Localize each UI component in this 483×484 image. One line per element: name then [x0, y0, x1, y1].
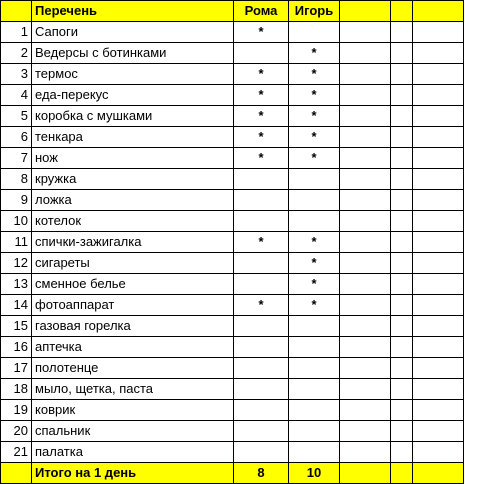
total-empty-cell[interactable] — [391, 463, 413, 484]
empty-cell[interactable] — [413, 232, 464, 253]
table-row — [1, 316, 464, 337]
empty-cell[interactable] — [391, 22, 413, 43]
empty-cell[interactable] — [413, 85, 464, 106]
person2-mark-cell[interactable] — [289, 169, 340, 190]
empty-cell[interactable] — [340, 316, 391, 337]
empty-cell[interactable] — [340, 106, 391, 127]
empty-cell[interactable] — [391, 358, 413, 379]
item-name-cell[interactable]: нож — [32, 148, 234, 169]
item-name-cell[interactable]: сменное белье — [32, 274, 234, 295]
person1-mark-cell[interactable] — [234, 274, 289, 295]
empty-cell[interactable] — [413, 442, 464, 463]
person1-mark-cell[interactable]: * — [234, 64, 289, 85]
empty-cell[interactable] — [391, 106, 413, 127]
empty-cell[interactable] — [391, 211, 413, 232]
person2-mark-cell[interactable] — [289, 337, 340, 358]
person1-mark-cell[interactable] — [234, 316, 289, 337]
item-name-cell[interactable]: коробка с мушками — [32, 106, 234, 127]
empty-cell[interactable] — [391, 316, 413, 337]
empty-cell[interactable] — [340, 421, 391, 442]
empty-cell[interactable] — [413, 43, 464, 64]
empty-cell[interactable] — [340, 127, 391, 148]
table-row — [1, 442, 464, 463]
row-number-cell[interactable]: 13 — [1, 274, 32, 295]
empty-cell[interactable] — [340, 211, 391, 232]
person1-mark-cell[interactable]: * — [234, 106, 289, 127]
item-name-cell[interactable]: Сапоги — [32, 22, 234, 43]
person2-mark-cell[interactable] — [289, 190, 340, 211]
row-number-cell[interactable]: 21 — [1, 442, 32, 463]
person2-mark-cell[interactable]: * — [289, 253, 340, 274]
row-number-cell[interactable]: 7 — [1, 148, 32, 169]
empty-cell[interactable] — [340, 64, 391, 85]
header-cell-person2[interactable]: Игорь — [289, 1, 340, 22]
item-name-cell[interactable]: тенкара — [32, 127, 234, 148]
empty-cell[interactable] — [413, 400, 464, 421]
person2-mark-cell[interactable]: * — [289, 85, 340, 106]
person1-mark-cell[interactable] — [234, 442, 289, 463]
item-name-cell[interactable]: котелок — [32, 211, 234, 232]
empty-cell[interactable] — [413, 295, 464, 316]
empty-cell[interactable] — [340, 85, 391, 106]
table-row — [1, 148, 464, 169]
empty-cell[interactable] — [340, 358, 391, 379]
empty-cell[interactable] — [391, 295, 413, 316]
item-name-cell[interactable]: спички-зажигалка — [32, 232, 234, 253]
total-number-cell[interactable] — [1, 463, 32, 484]
total-empty-cell[interactable] — [413, 463, 464, 484]
person1-mark-cell[interactable]: * — [234, 295, 289, 316]
header-cell-list[interactable]: Перечень — [32, 1, 234, 22]
item-name-cell[interactable]: палатка — [32, 442, 234, 463]
person2-mark-cell[interactable] — [289, 211, 340, 232]
item-name-cell[interactable]: спальник — [32, 421, 234, 442]
empty-cell[interactable] — [340, 43, 391, 64]
empty-cell[interactable] — [413, 421, 464, 442]
empty-cell[interactable] — [413, 22, 464, 43]
person2-mark-cell[interactable] — [289, 358, 340, 379]
person2-mark-cell[interactable] — [289, 316, 340, 337]
empty-cell[interactable] — [340, 295, 391, 316]
table-row — [1, 211, 464, 232]
empty-cell[interactable] — [391, 169, 413, 190]
person1-mark-cell[interactable]: * — [234, 127, 289, 148]
empty-cell[interactable] — [391, 337, 413, 358]
table-row — [1, 400, 464, 421]
empty-cell[interactable] — [413, 316, 464, 337]
row-number-cell[interactable]: 17 — [1, 358, 32, 379]
person2-mark-cell[interactable]: * — [289, 148, 340, 169]
empty-cell[interactable] — [413, 127, 464, 148]
empty-cell[interactable] — [391, 64, 413, 85]
person1-mark-cell[interactable] — [234, 253, 289, 274]
item-name-cell[interactable]: термос — [32, 64, 234, 85]
empty-cell[interactable] — [413, 358, 464, 379]
total-person2-cell[interactable]: 10 — [289, 463, 340, 484]
empty-cell[interactable] — [413, 106, 464, 127]
header-cell-number[interactable] — [1, 1, 32, 22]
table-row — [1, 64, 464, 85]
item-name-cell[interactable]: аптечка — [32, 337, 234, 358]
row-number-cell[interactable]: 2 — [1, 43, 32, 64]
row-number-cell[interactable]: 20 — [1, 421, 32, 442]
person1-mark-cell[interactable]: * — [234, 232, 289, 253]
table-body — [1, 1, 464, 484]
person1-mark-cell[interactable] — [234, 169, 289, 190]
table-row — [1, 22, 464, 43]
row-number-cell[interactable]: 12 — [1, 253, 32, 274]
table-row — [1, 190, 464, 211]
empty-cell[interactable] — [413, 274, 464, 295]
table-row — [1, 337, 464, 358]
item-name-cell[interactable]: газовая горелка — [32, 316, 234, 337]
person1-mark-cell[interactable]: * — [234, 22, 289, 43]
table-row — [1, 358, 464, 379]
row-number-cell[interactable]: 9 — [1, 190, 32, 211]
person1-mark-cell[interactable] — [234, 190, 289, 211]
total-person1-cell[interactable]: 8 — [234, 463, 289, 484]
empty-cell[interactable] — [340, 400, 391, 421]
empty-cell[interactable] — [340, 442, 391, 463]
row-number-cell[interactable]: 1 — [1, 22, 32, 43]
person2-mark-cell[interactable]: * — [289, 295, 340, 316]
empty-cell[interactable] — [413, 190, 464, 211]
empty-cell[interactable] — [340, 22, 391, 43]
person1-mark-cell[interactable] — [234, 421, 289, 442]
empty-cell[interactable] — [340, 169, 391, 190]
empty-cell[interactable] — [413, 64, 464, 85]
row-number-cell[interactable]: 14 — [1, 295, 32, 316]
empty-cell[interactable] — [340, 337, 391, 358]
item-name-cell[interactable]: ложка — [32, 190, 234, 211]
item-name-cell[interactable]: фотоаппарат — [32, 295, 234, 316]
empty-cell[interactable] — [413, 337, 464, 358]
table-row — [1, 295, 464, 316]
empty-cell[interactable] — [413, 211, 464, 232]
header-cell-person1[interactable]: Рома — [234, 1, 289, 22]
table-row — [1, 253, 464, 274]
row-number-cell[interactable]: 11 — [1, 232, 32, 253]
row-number-cell[interactable]: 10 — [1, 211, 32, 232]
table-row — [1, 232, 464, 253]
total-label-cell[interactable]: Итого на 1 день — [32, 463, 234, 484]
person1-mark-cell[interactable] — [234, 400, 289, 421]
table-row — [1, 106, 464, 127]
table-row — [1, 43, 464, 64]
empty-cell[interactable] — [391, 232, 413, 253]
empty-cell[interactable] — [340, 253, 391, 274]
row-number-cell[interactable]: 19 — [1, 400, 32, 421]
total-row — [1, 463, 464, 484]
row-number-cell[interactable]: 4 — [1, 85, 32, 106]
item-name-cell[interactable]: мыло, щетка, паста — [32, 379, 234, 400]
empty-cell[interactable] — [413, 148, 464, 169]
person2-mark-cell[interactable] — [289, 421, 340, 442]
row-number-cell[interactable]: 3 — [1, 64, 32, 85]
empty-cell[interactable] — [413, 379, 464, 400]
item-name-cell[interactable]: сигареты — [32, 253, 234, 274]
person2-mark-cell[interactable] — [289, 442, 340, 463]
row-number-cell[interactable]: 6 — [1, 127, 32, 148]
person2-mark-cell[interactable]: * — [289, 127, 340, 148]
item-name-cell[interactable]: Ведерсы с ботинками — [32, 43, 234, 64]
empty-cell[interactable] — [340, 379, 391, 400]
item-name-cell[interactable]: еда-перекус — [32, 85, 234, 106]
empty-cell[interactable] — [391, 253, 413, 274]
table-row — [1, 85, 464, 106]
row-number-cell[interactable]: 8 — [1, 169, 32, 190]
person2-mark-cell[interactable] — [289, 400, 340, 421]
person1-mark-cell[interactable] — [234, 358, 289, 379]
header-row — [1, 1, 464, 22]
empty-cell[interactable] — [391, 85, 413, 106]
empty-cell[interactable] — [391, 127, 413, 148]
empty-cell[interactable] — [340, 190, 391, 211]
person2-mark-cell[interactable]: * — [289, 43, 340, 64]
person2-mark-cell[interactable]: * — [289, 232, 340, 253]
header-cell-empty[interactable] — [391, 1, 413, 22]
empty-cell[interactable] — [391, 442, 413, 463]
item-name-cell[interactable]: полотенце — [32, 358, 234, 379]
empty-cell[interactable] — [391, 400, 413, 421]
row-number-cell[interactable]: 5 — [1, 106, 32, 127]
empty-cell[interactable] — [391, 148, 413, 169]
empty-cell[interactable] — [413, 169, 464, 190]
empty-cell[interactable] — [391, 421, 413, 442]
item-name-cell[interactable]: кружка — [32, 169, 234, 190]
empty-cell[interactable] — [391, 379, 413, 400]
header-cell-empty[interactable] — [340, 1, 391, 22]
empty-cell[interactable] — [391, 43, 413, 64]
item-name-cell[interactable]: коврик — [32, 400, 234, 421]
table-row — [1, 127, 464, 148]
empty-cell[interactable] — [340, 232, 391, 253]
person1-mark-cell[interactable] — [234, 337, 289, 358]
row-number-cell[interactable]: 18 — [1, 379, 32, 400]
person1-mark-cell[interactable] — [234, 211, 289, 232]
person1-mark-cell[interactable] — [234, 379, 289, 400]
empty-cell[interactable] — [413, 253, 464, 274]
empty-cell[interactable] — [340, 148, 391, 169]
empty-cell[interactable] — [391, 274, 413, 295]
person2-mark-cell[interactable]: * — [289, 64, 340, 85]
person2-mark-cell[interactable] — [289, 22, 340, 43]
person2-mark-cell[interactable]: * — [289, 274, 340, 295]
row-number-cell[interactable]: 15 — [1, 316, 32, 337]
empty-cell[interactable] — [391, 190, 413, 211]
person2-mark-cell[interactable]: * — [289, 106, 340, 127]
person2-mark-cell[interactable] — [289, 379, 340, 400]
table-row — [1, 169, 464, 190]
table-row — [1, 379, 464, 400]
person1-mark-cell[interactable] — [234, 43, 289, 64]
total-empty-cell[interactable] — [340, 463, 391, 484]
table-row — [1, 421, 464, 442]
table-row — [1, 274, 464, 295]
empty-cell[interactable] — [340, 274, 391, 295]
header-cell-empty[interactable] — [413, 1, 464, 22]
person1-mark-cell[interactable]: * — [234, 148, 289, 169]
person1-mark-cell[interactable]: * — [234, 85, 289, 106]
row-number-cell[interactable]: 16 — [1, 337, 32, 358]
